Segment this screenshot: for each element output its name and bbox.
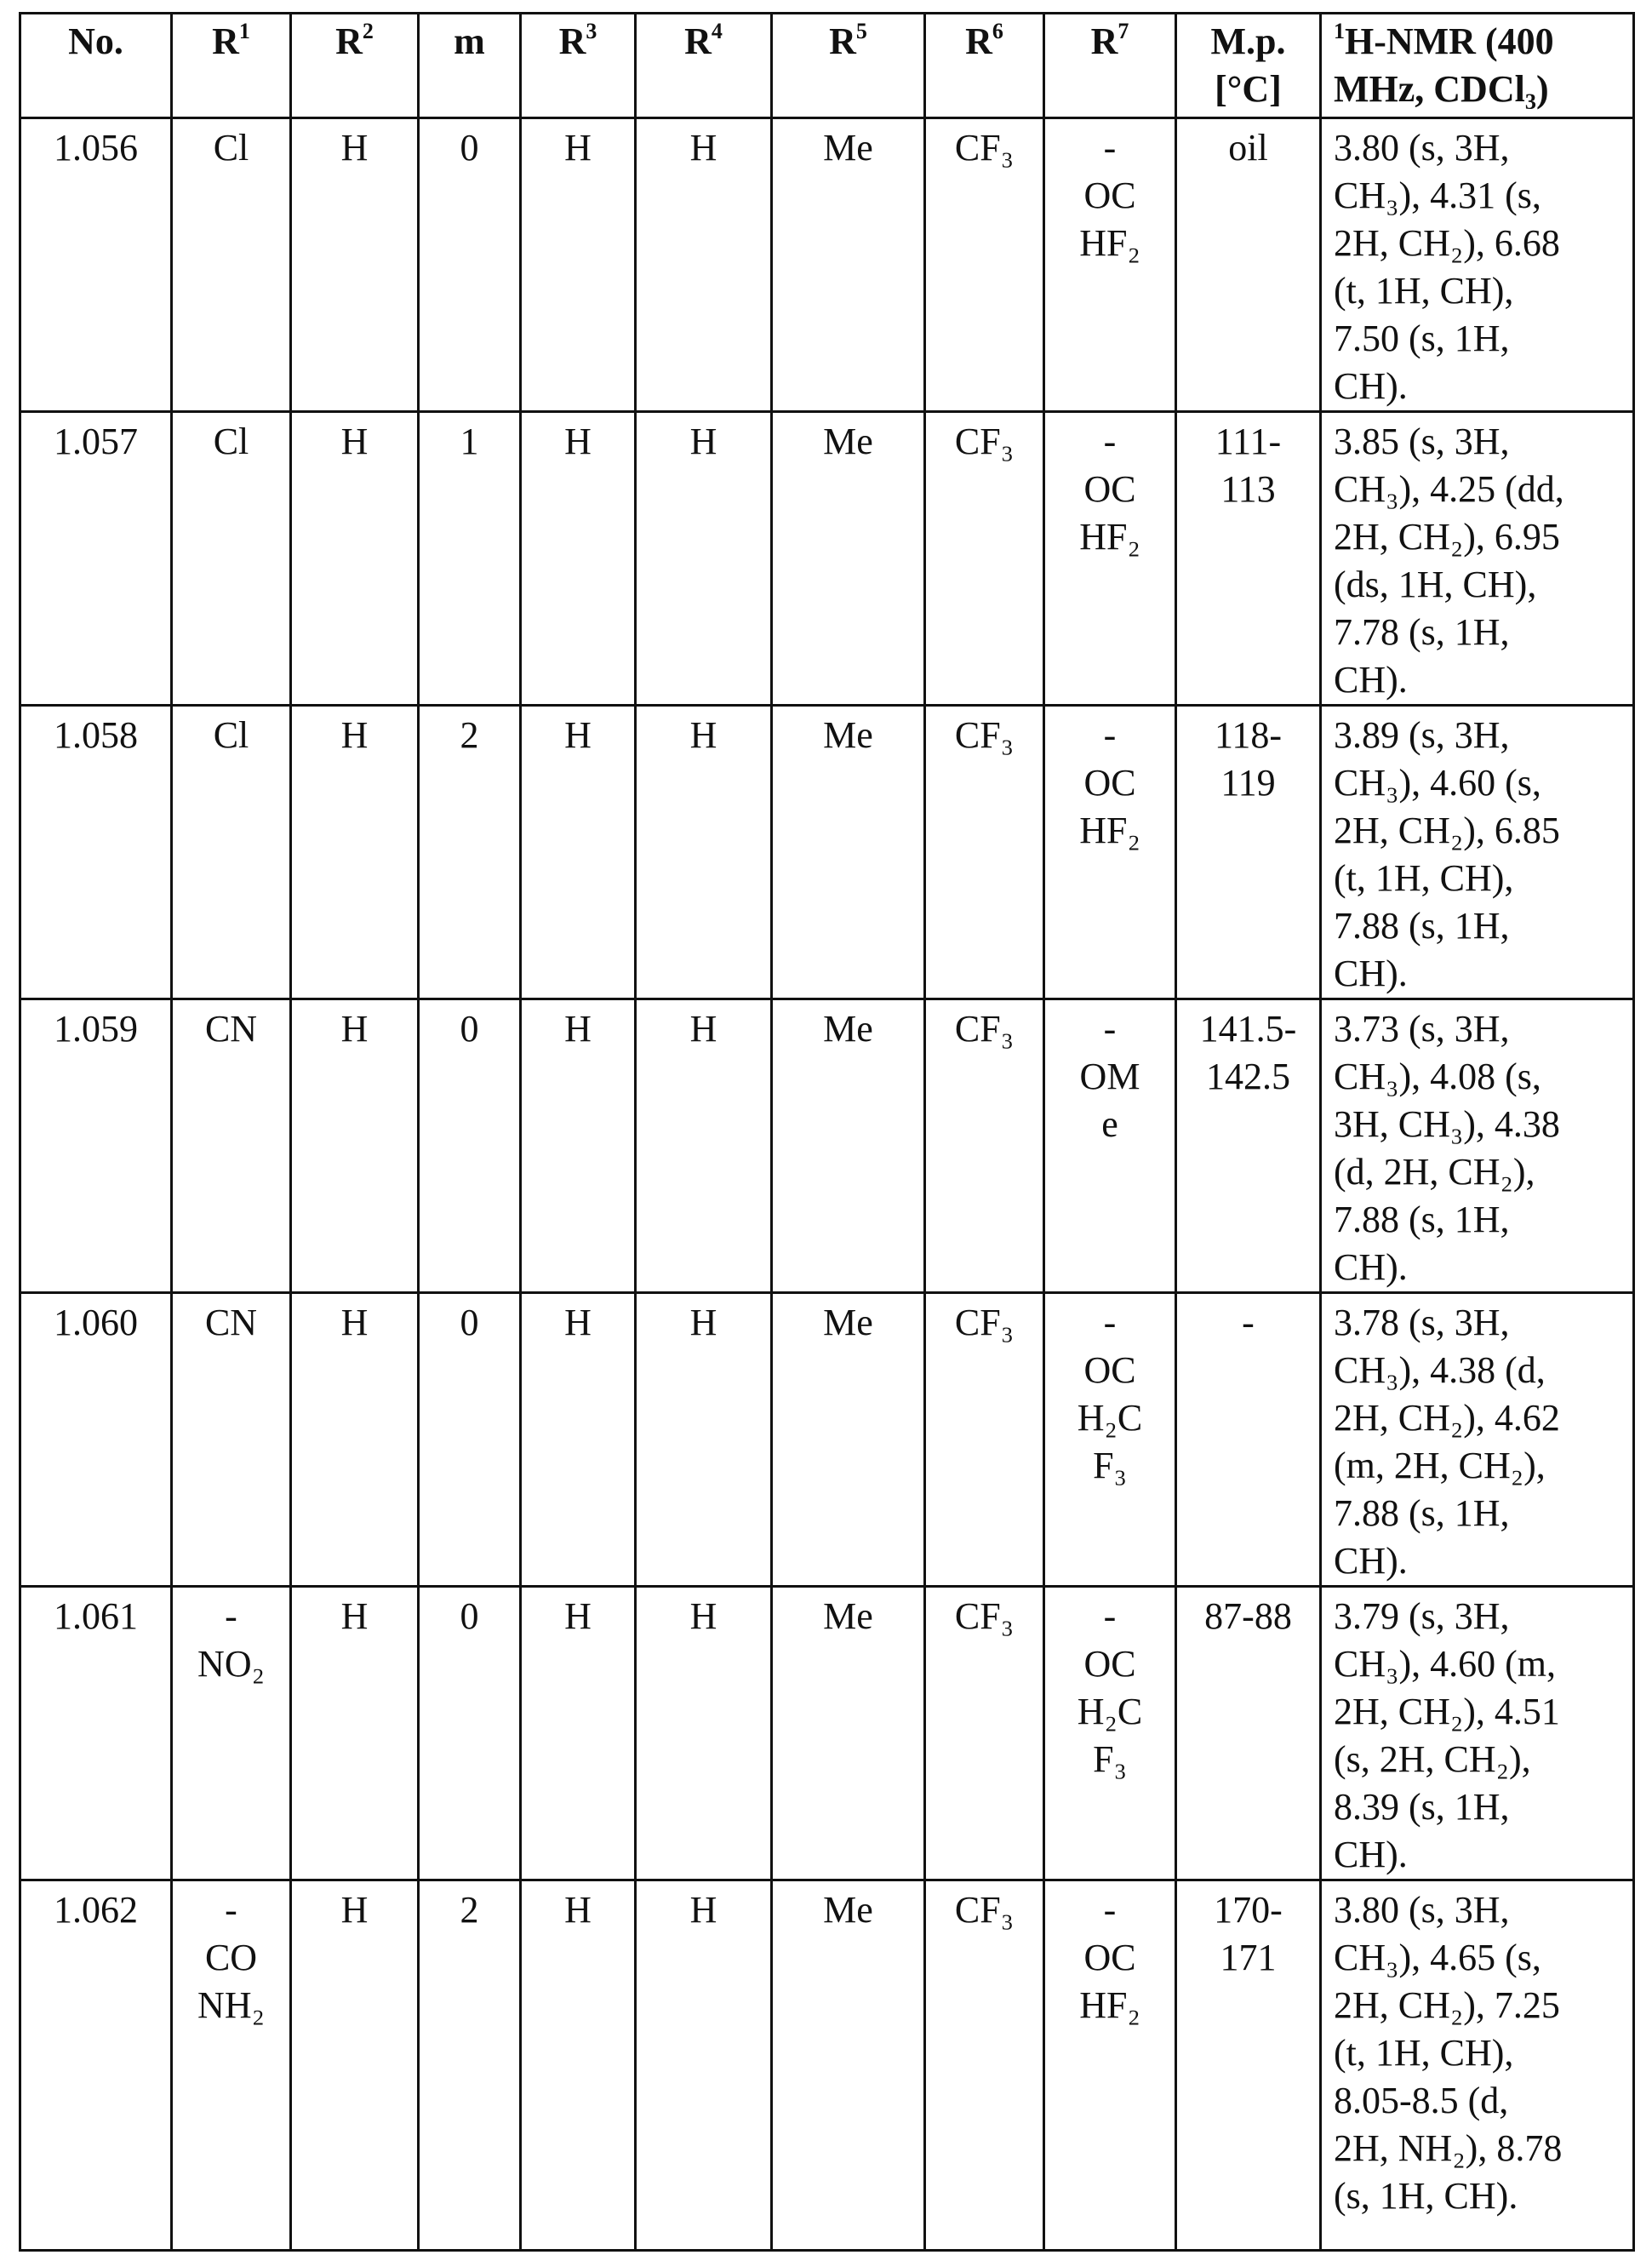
- cell-m: 2: [419, 706, 521, 999]
- cell-r1: CN: [172, 999, 291, 1293]
- header-nmr: $^1$H-NMR (400 MHz, CDCl₃): [1321, 14, 1634, 118]
- cell-m: 2: [419, 1880, 521, 2251]
- cell-r7: - OC HF₂: [1044, 118, 1176, 412]
- cell-melting-point: -: [1176, 1293, 1321, 1587]
- cell-r7: - OC HF₂: [1044, 1880, 1176, 2251]
- cell-r5: Me: [772, 1880, 925, 2251]
- cell-r1: - NO₂: [172, 1587, 291, 1880]
- cell-r1: Cl: [172, 412, 291, 706]
- table-row: [20, 1293, 1634, 1587]
- cell-r1: - CO NH₂: [172, 1880, 291, 2251]
- header-row: [20, 14, 1634, 118]
- cell-r5: Me: [772, 412, 925, 706]
- cell-r7: - OC H₂C F₃: [1044, 1293, 1176, 1587]
- cell-no: 1.056: [20, 118, 172, 412]
- cell-r7: - OC HF₂: [1044, 412, 1176, 706]
- cell-r4: H: [636, 1587, 772, 1880]
- compound-table: [19, 12, 1635, 2252]
- cell-m: 0: [419, 999, 521, 1293]
- cell-no: 1.057: [20, 412, 172, 706]
- cell-r2: H: [291, 706, 419, 999]
- table-row: [20, 1587, 1634, 1880]
- cell-r6: CF₃: [925, 118, 1044, 412]
- header-r4: $R^4$: [636, 14, 772, 118]
- header-r2: $R^2$: [291, 14, 419, 118]
- cell-r2: H: [291, 412, 419, 706]
- cell-r4: H: [636, 118, 772, 412]
- cell-r3: H: [521, 118, 636, 412]
- header-r6: $R^6$: [925, 14, 1044, 118]
- cell-r6: CF₃: [925, 706, 1044, 999]
- header-m: m: [419, 14, 521, 118]
- cell-nmr: 3.73 (s, 3H, CH₃), 4.08 (s, 3H, CH₃), 4.38 (d, 2H, CH₂), 7.88 (s, 1H, CH).: [1321, 999, 1634, 1293]
- cell-r6: CF₃: [925, 412, 1044, 706]
- cell-no: 1.060: [20, 1293, 172, 1587]
- cell-r1: Cl: [172, 118, 291, 412]
- header-melting-point: M.p. [°C]: [1176, 14, 1321, 118]
- cell-no: 1.058: [20, 706, 172, 999]
- cell-r6: CF₃: [925, 1880, 1044, 2251]
- cell-r7: - OC H₂C F₃: [1044, 1587, 1176, 1880]
- cell-r7: - OC HF₂: [1044, 706, 1176, 999]
- cell-r2: H: [291, 999, 419, 1293]
- cell-r2: H: [291, 1587, 419, 1880]
- cell-r5: Me: [772, 999, 925, 1293]
- cell-r2: H: [291, 1880, 419, 2251]
- cell-r4: H: [636, 999, 772, 1293]
- cell-melting-point: 87-88: [1176, 1587, 1321, 1880]
- cell-r6: CF₃: [925, 1293, 1044, 1587]
- cell-nmr: 3.85 (s, 3H, CH₃), 4.25 (dd, 2H, CH₂), 6.95 (ds, 1H, CH), 7.78 (s, 1H, CH).: [1321, 412, 1634, 706]
- cell-r3: H: [521, 412, 636, 706]
- table-row: [20, 118, 1634, 412]
- cell-nmr: 3.80 (s, 3H, CH₃), 4.65 (s, 2H, CH₂), 7.25 (t, 1H, CH), 8.05-8.5 (d, 2H, NH₂), 8.78 (s, 1H, CH).: [1321, 1880, 1634, 2251]
- cell-r4: H: [636, 1880, 772, 2251]
- cell-r5: Me: [772, 1587, 925, 1880]
- cell-r4: H: [636, 706, 772, 999]
- cell-nmr: 3.89 (s, 3H, CH₃), 4.60 (s, 2H, CH₂), 6.85 (t, 1H, CH), 7.88 (s, 1H, CH).: [1321, 706, 1634, 999]
- cell-m: 1: [419, 412, 521, 706]
- cell-r3: H: [521, 1587, 636, 1880]
- cell-r6: CF₃: [925, 999, 1044, 1293]
- cell-r2: H: [291, 118, 419, 412]
- header-r3: $R^3$: [521, 14, 636, 118]
- cell-melting-point: 111- 113: [1176, 412, 1321, 706]
- cell-r3: H: [521, 999, 636, 1293]
- cell-melting-point: 118- 119: [1176, 706, 1321, 999]
- cell-r3: H: [521, 706, 636, 999]
- header-r7: $R^7$: [1044, 14, 1176, 118]
- cell-nmr: 3.79 (s, 3H, CH₃), 4.60 (m, 2H, CH₂), 4.51 (s, 2H, CH₂), 8.39 (s, 1H, CH).: [1321, 1587, 1634, 1880]
- cell-r6: CF₃: [925, 1587, 1044, 1880]
- table-row: [20, 412, 1634, 706]
- cell-r5: Me: [772, 706, 925, 999]
- cell-no: 1.062: [20, 1880, 172, 2251]
- cell-r4: H: [636, 1293, 772, 1587]
- cell-r3: H: [521, 1293, 636, 1587]
- cell-melting-point: 170- 171: [1176, 1880, 1321, 2251]
- cell-no: 1.059: [20, 999, 172, 1293]
- cell-r3: H: [521, 1880, 636, 2251]
- header-r5: $R^5$: [772, 14, 925, 118]
- cell-m: 0: [419, 1293, 521, 1587]
- cell-nmr: 3.80 (s, 3H, CH₃), 4.31 (s, 2H, CH₂), 6.68 (t, 1H, CH), 7.50 (s, 1H, CH).: [1321, 118, 1634, 412]
- cell-r1: Cl: [172, 706, 291, 999]
- table-row: [20, 706, 1634, 999]
- cell-r7: - OM e: [1044, 999, 1176, 1293]
- cell-m: 0: [419, 1587, 521, 1880]
- cell-r1: CN: [172, 1293, 291, 1587]
- cell-r4: H: [636, 412, 772, 706]
- cell-r5: Me: [772, 1293, 925, 1587]
- table-row: [20, 1880, 1634, 2251]
- cell-no: 1.061: [20, 1587, 172, 1880]
- table-row: [20, 999, 1634, 1293]
- header-r1: $R^1$: [172, 14, 291, 118]
- cell-r5: Me: [772, 118, 925, 412]
- cell-melting-point: oil: [1176, 118, 1321, 412]
- cell-r2: H: [291, 1293, 419, 1587]
- header-no: No.: [20, 14, 172, 118]
- cell-m: 0: [419, 118, 521, 412]
- cell-nmr: 3.78 (s, 3H, CH₃), 4.38 (d, 2H, CH₂), 4.62 (m, 2H, CH₂), 7.88 (s, 1H, CH).: [1321, 1293, 1634, 1587]
- cell-melting-point: 141.5- 142.5: [1176, 999, 1321, 1293]
